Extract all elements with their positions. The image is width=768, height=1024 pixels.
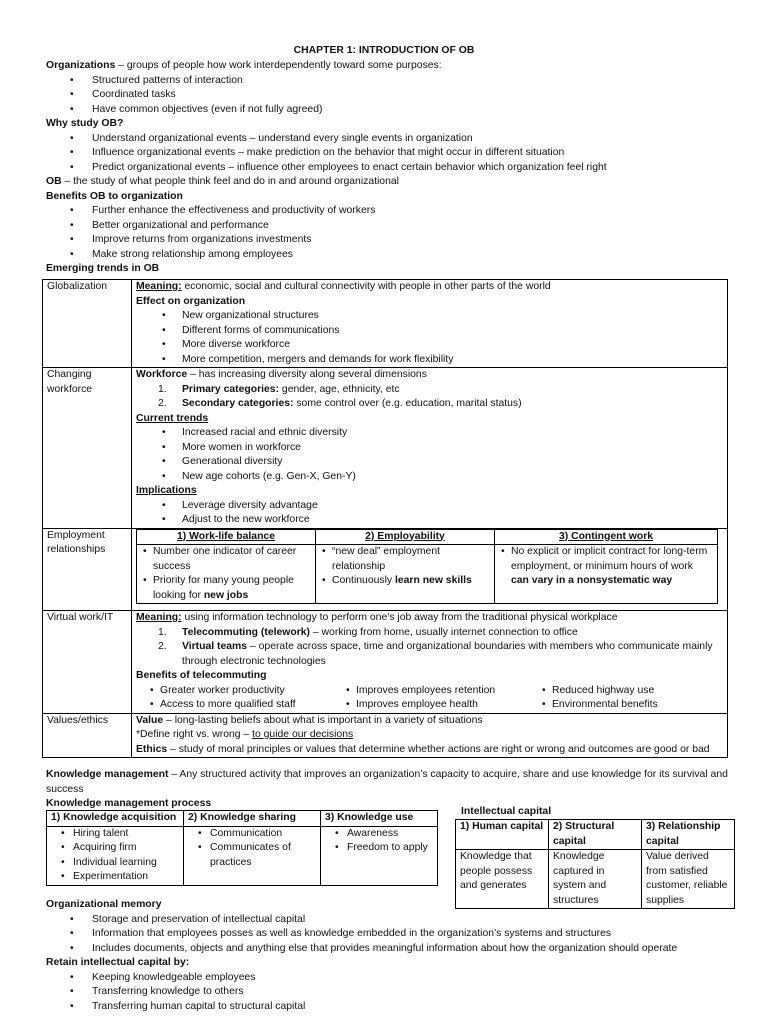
- row-label: Values/ethics: [43, 713, 132, 758]
- ic-col-head: 2) Structural capital: [549, 820, 642, 850]
- value-term: Value: [136, 714, 164, 726]
- contingent-heading: 3) Contingent work: [495, 529, 718, 545]
- virtual-list: [136, 626, 723, 670]
- worklife-cell: [137, 545, 316, 604]
- item-label: Virtual teams: [182, 641, 248, 652]
- table-row: [43, 368, 728, 529]
- item-bold: new jobs: [203, 589, 249, 601]
- retain-heading: Retain intellectual capital by:: [46, 957, 190, 968]
- memory-heading: Organizational memory: [46, 899, 162, 910]
- km-def: – Any structured activity that improves an organization’s capacity to acquire, share and use knowledge for its survival and success: [46, 769, 728, 795]
- ethics-def: – study of moral principles or values that determine whether actions are right or wrong and outcomes are good or bad: [167, 743, 710, 755]
- workforce-def: – has increasing diversity along several dimensions: [187, 369, 427, 380]
- category-text: gender, age, ethnicity, etc: [279, 383, 400, 395]
- list-item: • Understand organizational events – understand every single events in organization: [46, 132, 736, 147]
- benefits-row: [136, 684, 723, 713]
- ic-col-cell: Value derived from satisfied customer, reliable supplies: [642, 850, 735, 909]
- implications-heading: Implications: [136, 485, 197, 496]
- km-col-cell: [47, 826, 184, 885]
- row-label: Globalization: [43, 280, 132, 368]
- km-col-head: 3) Knowledge use: [321, 811, 438, 827]
- list-item: [499, 545, 713, 589]
- list-item: • Adjust to the new workforce: [136, 513, 723, 528]
- list-item: • Keeping knowledgeable employees: [46, 971, 736, 986]
- list-item: • Experimentation: [51, 870, 179, 885]
- organizations-definition: [46, 59, 736, 74]
- list-item: • “new deal” employment relationship: [320, 545, 490, 574]
- ic-col-cell: Knowledge that people possess and generates: [456, 850, 549, 909]
- list-number: 2.: [158, 641, 167, 652]
- list-item: [141, 574, 311, 603]
- ic-col-head: 1) Human capital: [456, 820, 549, 850]
- km-col-head: 1) Knowledge acquisition: [47, 811, 184, 827]
- define-text: *Define right vs. wrong –: [136, 729, 253, 740]
- item-label: Telecommuting (telework): [182, 626, 310, 638]
- row-label: Changing workforce: [43, 368, 132, 529]
- page-title: CHAPTER 1: INTRODUCTION OF OB: [293, 45, 475, 56]
- categories-list: [136, 383, 723, 412]
- list-number: 1.: [158, 626, 167, 638]
- list-item: • Storage and preservation of intellectual capital: [46, 913, 736, 928]
- list-item: • Leverage diversity advantage: [136, 499, 723, 514]
- list-item: • Transferring human capital to structural capital: [46, 1000, 736, 1015]
- item-text: Priority for many young people looking for: [153, 575, 294, 601]
- worklife-heading: 1) Work-life balance: [137, 529, 316, 545]
- list-item: [136, 640, 723, 669]
- telecommuting-benefits-heading: Benefits of telecommuting: [136, 670, 267, 681]
- list-number: 1.: [158, 383, 167, 395]
- list-item: • Number one indicator of career success: [141, 545, 311, 574]
- km-process-heading: Knowledge management process: [46, 798, 212, 809]
- meaning-text: economic, social and cultural connectivity with people in other parts of the world: [181, 281, 551, 292]
- list-item: • Generational diversity: [136, 455, 723, 470]
- list-item: • Make strong relationship among employees: [46, 248, 736, 263]
- list-item: • Improve returns from organizations investments: [46, 233, 736, 248]
- employability-cell: [316, 545, 495, 604]
- list-item: • Predict organizational events – influence other employees to enact certain behavior which organization feel right: [46, 161, 736, 176]
- table-row: [43, 280, 728, 368]
- values-cell: [132, 713, 728, 758]
- list-item: • Access to more qualified staff: [148, 698, 344, 713]
- km-col-head: 2) Knowledge sharing: [184, 811, 321, 827]
- employability-heading: 2) Employability: [316, 529, 495, 545]
- list-item: • Environmental benefits: [540, 698, 658, 713]
- value-def: – long-lasting beliefs about what is important in a variety of situations: [163, 714, 483, 726]
- list-item: [136, 397, 723, 412]
- trends-heading: Emerging trends in OB: [46, 263, 160, 274]
- define-underlined: to guide our decisions: [252, 729, 354, 740]
- item-text: – operate across space, time and organizational boundaries with members who communicate mainly through electronic technologies: [182, 641, 713, 667]
- row-label: Virtual work/IT: [43, 611, 132, 714]
- km-col-cell: [184, 826, 321, 885]
- row-label: Employment relationships: [43, 528, 132, 611]
- ob-def: – the study of what people think feel and do in and around organizational: [61, 176, 399, 187]
- list-item: • Hiring talent: [51, 827, 179, 842]
- organizations-def: – groups of people how work interdependently toward some purposes:: [115, 60, 442, 71]
- list-item: • Greater worker productivity: [148, 684, 344, 699]
- list-item: [136, 383, 723, 398]
- implications-list: [136, 499, 723, 528]
- ob-term: OB: [46, 176, 62, 187]
- why-heading: Why study OB?: [46, 118, 124, 129]
- list-item: • Improves employee health: [344, 698, 540, 713]
- table-row: [43, 611, 728, 714]
- ic-col-head: 3) Relationship capital: [642, 820, 735, 850]
- effect-list: [136, 309, 723, 367]
- employment-cell: [132, 528, 728, 611]
- list-item: • More competition, mergers and demands for work flexibility: [136, 353, 723, 368]
- memory-section: [46, 898, 736, 1014]
- list-item: • Acquiring firm: [51, 841, 179, 856]
- why-list: [46, 132, 736, 176]
- category-label: Secondary categories:: [182, 398, 294, 409]
- list-item: • Reduced highway use: [540, 684, 658, 699]
- memory-list: [46, 913, 736, 957]
- km-definition: [46, 768, 736, 797]
- organizations-term: Organizations: [46, 60, 116, 71]
- item-text: No explicit or implicit contract for long-term employment, or minimum hours of work: [511, 546, 708, 572]
- list-item: [136, 626, 723, 641]
- km-process-table: [46, 810, 438, 886]
- item-bold: can vary in a nonsystematic way: [511, 575, 673, 586]
- meaning-label: Meaning:: [136, 612, 182, 623]
- list-item: • Individual learning: [51, 856, 179, 871]
- km-term: Knowledge management: [46, 769, 169, 780]
- list-item: • Communicates of practices: [188, 841, 316, 870]
- virtual-cell: [132, 611, 728, 714]
- category-label: Primary categories:: [182, 383, 280, 395]
- item-text: – working from home, usually internet connection to office: [309, 626, 578, 638]
- ob-definition: [46, 175, 736, 190]
- ic-heading: Intellectual capital: [461, 806, 552, 817]
- retain-list: [46, 971, 736, 1015]
- list-item: • More diverse workforce: [136, 338, 723, 353]
- list-item: • More women in workforce: [136, 441, 723, 456]
- list-item: • Have common objectives (even if not fully agreed): [46, 103, 736, 118]
- ic-table: [455, 819, 735, 909]
- current-trends-list: [136, 426, 723, 484]
- list-item: [320, 574, 490, 589]
- ic-col-cell: Knowledge captured in system and structures: [549, 850, 642, 909]
- trends-table: [42, 279, 728, 758]
- workforce-term: Workforce: [136, 369, 188, 380]
- list-item: • New age cohorts (e.g. Gen-X, Gen-Y): [136, 470, 723, 485]
- table-row: [43, 713, 728, 758]
- list-item: • Structured patterns of interaction: [46, 74, 736, 89]
- list-item: • Coordinated tasks: [46, 88, 736, 103]
- ethics-term: Ethics: [136, 743, 168, 755]
- benefits-heading: Benefits OB to organization: [46, 190, 183, 202]
- list-item: • Awareness: [325, 827, 433, 842]
- list-item: • New organizational structures: [136, 309, 723, 324]
- category-text: some control over (e.g. education, marital status): [293, 398, 522, 409]
- list-item: • Different forms of communications: [136, 324, 723, 339]
- item-bold: learn new skills: [394, 575, 472, 586]
- table-row: [43, 528, 728, 611]
- list-item: • Information that employees posses as well as knowledge embedded in the organization’s systems and structures: [46, 927, 736, 942]
- list-item: • Improves employees retention: [344, 684, 540, 699]
- organizations-list: [46, 74, 736, 118]
- item-text: Continuously: [332, 575, 395, 586]
- meaning-text: using information technology to perform one’s job away from the traditional physical workplace: [181, 612, 618, 623]
- list-item: • Increased racial and ethnic diversity: [136, 426, 723, 441]
- benefits-list: [46, 204, 736, 262]
- list-item: • Communication: [188, 827, 316, 842]
- list-item: • Transferring knowledge to others: [46, 985, 736, 1000]
- employment-inner-table: [136, 529, 718, 605]
- contingent-cell: [495, 545, 718, 604]
- changing-cell: [132, 368, 728, 529]
- km-col-cell: [321, 826, 438, 885]
- intro-section: [46, 59, 736, 277]
- list-item: • Influence organizational events – make prediction on the behavior that might occur in different situation: [46, 146, 736, 161]
- list-item: • Better organizational and performance: [46, 219, 736, 234]
- globalization-cell: [132, 280, 728, 368]
- list-item: • Freedom to apply: [325, 841, 433, 856]
- effect-heading: Effect on organization: [136, 295, 246, 307]
- meaning-label: Meaning:: [136, 281, 182, 292]
- km-section: [46, 768, 736, 812]
- list-item: • Includes documents, objects and anything else that provides meaningful information about how the organization should operate: [46, 942, 736, 957]
- list-item: • Further enhance the effectiveness and productivity of workers: [46, 204, 736, 219]
- current-trends-heading: Current trends: [136, 412, 209, 424]
- list-number: 2.: [158, 398, 167, 409]
